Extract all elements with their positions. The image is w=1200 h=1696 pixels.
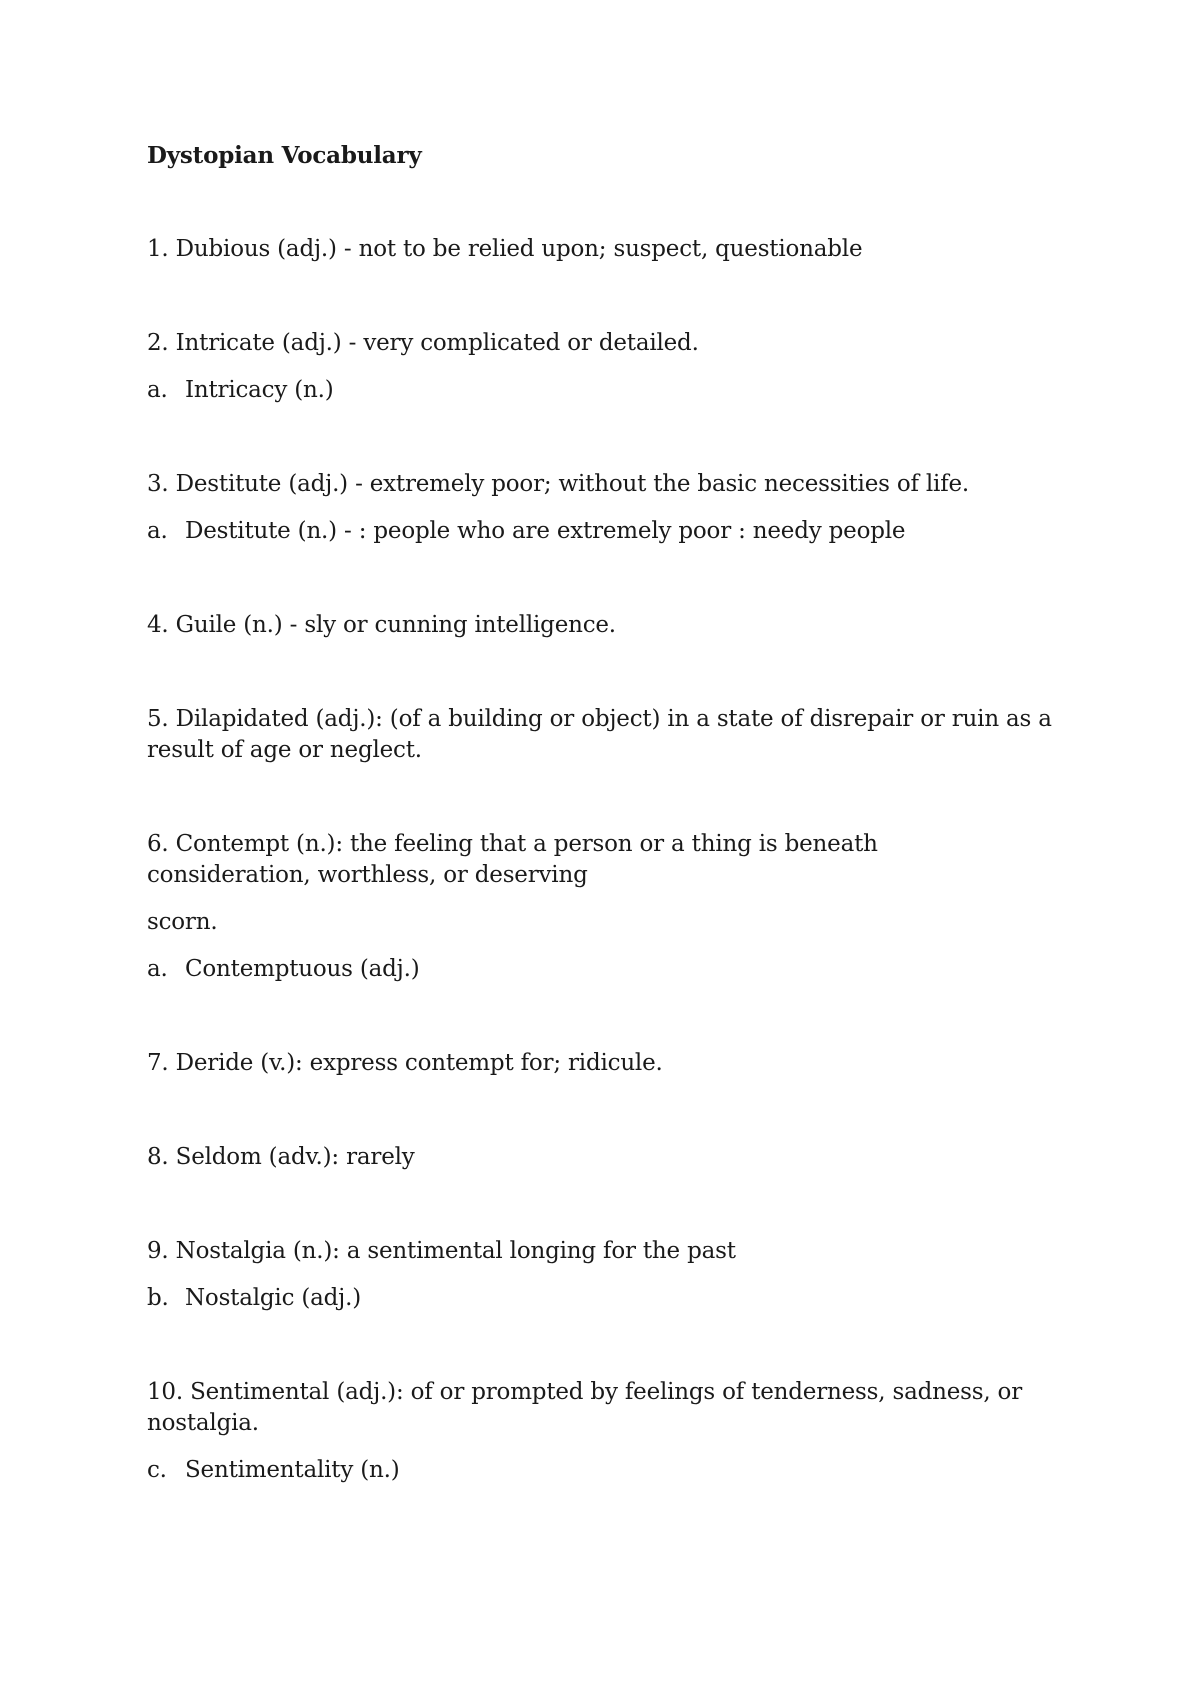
entry-deride: 7. Deride (v.): express contempt for; ridicule. [147, 1050, 663, 1076]
sub-text: Contemptuous (adj.) [185, 956, 420, 982]
sub-letter: a. [147, 518, 168, 544]
sub-text: Sentimentality (n.) [185, 1457, 400, 1483]
sub-text: Intricacy (n.) [185, 377, 334, 403]
subentry-destitute-noun [147, 516, 1077, 547]
sub-letter: a. [147, 956, 168, 982]
sub-letter: a. [147, 377, 168, 403]
entry-nostalgia: 9. Nostalgia (n.): a sentimental longing for the past [147, 1238, 736, 1264]
entry-destitute: 3. Destitute (adj.) - extremely poor; without the basic necessities of life. [147, 471, 970, 497]
subentry-contemptuous [147, 954, 1077, 985]
document-content [147, 140, 1077, 1486]
sub-letter: c. [147, 1457, 167, 1483]
entry-dilapidated: 5. Dilapidated (adj.): (of a building or object) in a state of disrepair or ruin as a result of age or neglect. [147, 706, 1052, 763]
subentry-nostalgic [147, 1283, 1077, 1314]
document-title: Dystopian Vocabulary [147, 142, 422, 169]
sub-text: Destitute (n.) - : people who are extremely poor : needy people [185, 518, 906, 544]
entry-contempt-continuation: scorn. [147, 909, 218, 935]
sub-text: Nostalgic (adj.) [185, 1285, 361, 1311]
sub-letter: b. [147, 1285, 169, 1311]
subentry-intricacy [147, 375, 1077, 406]
subentry-sentimentality [147, 1455, 1077, 1486]
entry-intricate: 2. Intricate (adj.) - very complicated or detailed. [147, 330, 699, 356]
entry-dubious: 1. Dubious (adj.) - not to be relied upon; suspect, questionable [147, 236, 863, 262]
entry-guile: 4. Guile (n.) - sly or cunning intelligence. [147, 612, 616, 638]
entry-contempt: 6. Contempt (n.): the feeling that a person or a thing is beneath consideration, worthless, or deserving [147, 831, 878, 888]
entry-sentimental: 10. Sentimental (adj.): of or prompted by feelings of tenderness, sadness, or nostalgia. [147, 1379, 1022, 1436]
entry-seldom: 8. Seldom (adv.): rarely [147, 1144, 415, 1170]
